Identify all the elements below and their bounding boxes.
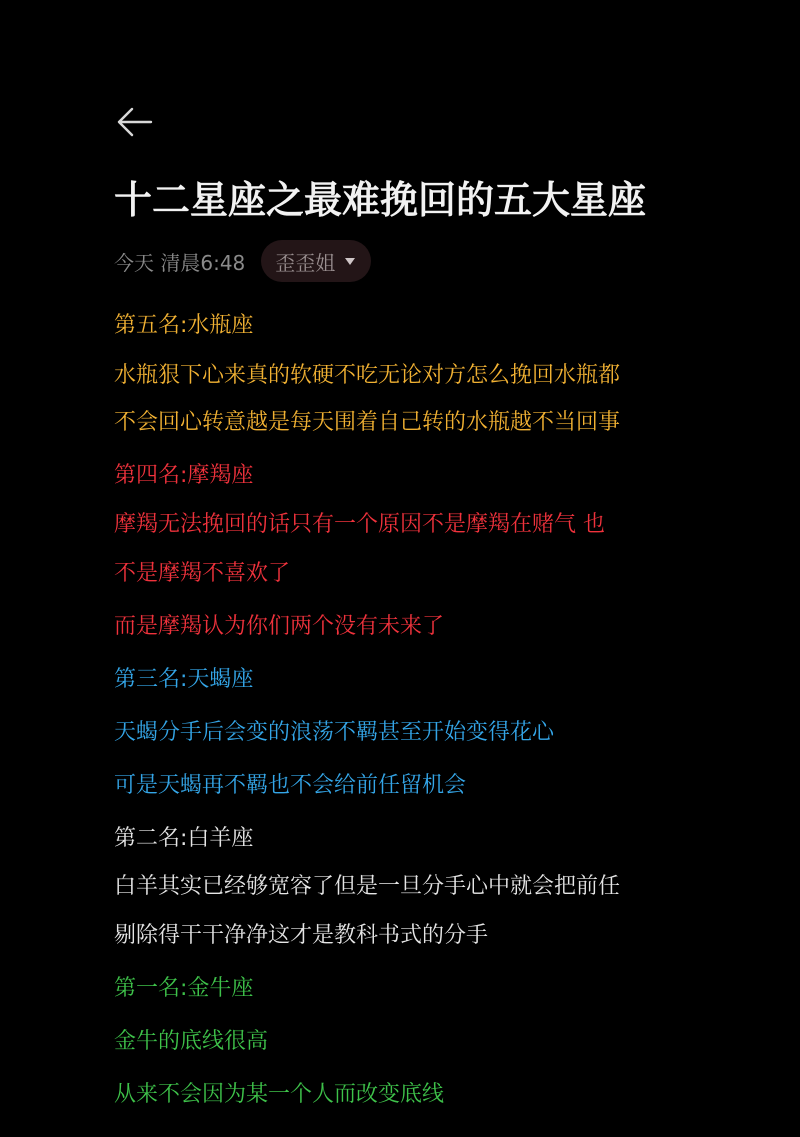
article-line: 第四名:摩羯座 — [114, 463, 254, 488]
article-line: 摩羯无法挽回的话只有一个原因不是摩羯在赌气 也 — [114, 512, 605, 537]
article-line: 第二名:白羊座 — [114, 826, 254, 851]
author-name: 歪歪姐 — [275, 250, 336, 275]
article-line: 天蝎分手后会变的浪荡不羁甚至开始变得花心 — [114, 720, 555, 745]
back-arrow-icon — [114, 105, 154, 143]
author-chip[interactable] — [261, 240, 371, 282]
caret-down-icon — [345, 258, 355, 265]
article-line: 水瓶狠下心来真的软硬不吃无论对方怎么挽回水瓶都 — [114, 363, 621, 388]
article-line: 不会回心转意越是每天围着自己转的水瓶越不当回事 — [114, 410, 621, 435]
article-line: 第一名:金牛座 — [114, 976, 254, 1001]
publish-time: 今天 清晨6:48 — [114, 250, 246, 275]
article-line: 而是摩羯认为你们两个没有未来了 — [114, 614, 445, 639]
article-line: 金牛的底线很高 — [114, 1029, 269, 1054]
article-meta — [114, 240, 371, 282]
article-line: 第五名:水瓶座 — [114, 313, 254, 338]
page-title: 十二星座之最难挽回的五大星座 — [114, 178, 647, 222]
article-line: 从来不会因为某一个人而改变底线 — [114, 1082, 445, 1107]
article-line: 不是摩羯不喜欢了 — [114, 561, 291, 586]
article-line: 白羊其实已经够宽容了但是一旦分手心中就会把前任 — [114, 874, 621, 899]
article-line: 可是天蝎再不羁也不会给前任留机会 — [114, 773, 467, 798]
article-line: 第三名:天蝎座 — [114, 667, 254, 692]
back-button[interactable] — [112, 104, 156, 144]
article-line: 剔除得干干净净这才是教科书式的分手 — [114, 923, 489, 948]
